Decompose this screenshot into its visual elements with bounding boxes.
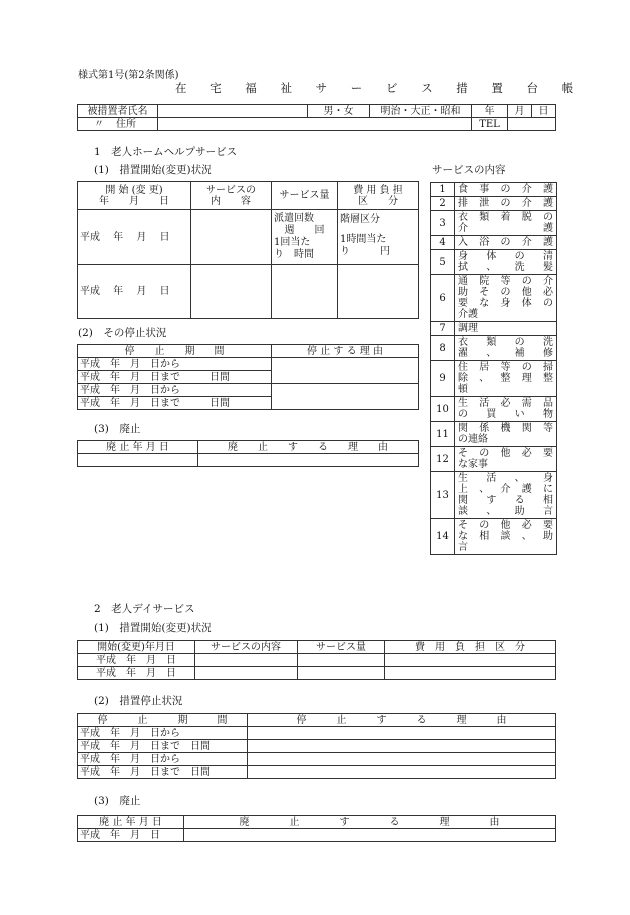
section1-heading: 1 老人ホームヘルプサービス [94,146,238,158]
service-text-line: 介 護 [458,223,553,234]
service-text [455,250,557,275]
service-row [431,361,557,397]
t2-row3[interactable]: 平成 年 月 日から [78,384,272,397]
ds-stop-row3[interactable]: 平成 年 月 日から [78,753,248,766]
section2-sub3: (3) 廃止 [94,795,141,807]
t1-head-cost: 費 用 負 担 区 分 [338,182,419,210]
service-text-line: 身体の清 [458,251,553,262]
service-text-line: 排泄の介護 [458,198,553,209]
service-text [455,236,557,250]
services-heading: サービスの内容 [432,164,506,176]
address-label: 住所 [116,118,136,130]
service-row [431,397,557,422]
homehelp-start-table [77,181,419,319]
service-text [455,322,557,336]
ds-row1-date[interactable]: 平成 年 月 日 [78,654,195,667]
service-text-line: 調理 [458,323,478,334]
dayservice-start-table [77,640,556,680]
service-text-line: な家事 [458,459,488,470]
section1-sub1: (1) 措置開始(変更)状況 [94,164,212,176]
services-table [430,182,557,555]
service-number: 2 [431,197,455,211]
name-label: 被措置者氏名 [78,105,158,118]
service-text-line: 濯、補修 [458,348,553,359]
t1-head-content: サービスの 内 容 [191,182,272,210]
ds-stop-row4[interactable]: 平成 年 月 日まで 日間 [78,766,248,779]
service-text-line: その他必要 [458,448,553,459]
ds-head-content: サービスの内容 [195,641,298,654]
t2-row1[interactable]: 平成 年 月 日から [78,358,272,371]
section1-sub2: (2) その停止状況 [78,327,167,339]
service-number: 9 [431,361,455,397]
ds-stop-reason4[interactable] [248,766,556,779]
ds-row1-quantity[interactable] [298,654,385,667]
section1-sub3: (3) 廃止 [94,423,141,435]
service-text-line: 除、整理整 [458,373,553,384]
ds-stop-head-reason: 停 止 す る 理 由 [248,714,556,727]
service-number: 8 [431,336,455,361]
ds-row2-content[interactable] [195,667,298,680]
ds-abolish-head-reason: 廃 止 す る 理 由 [184,816,556,829]
homehelp-stop-table [77,344,419,410]
ds-head-cost: 費 用 負 担 区 分 [385,641,556,654]
service-text-line: 拭、洗髪 [458,262,553,273]
t2-head-reason: 停 止 す る 理 由 [272,345,419,358]
section2-sub2: (2) 措置停止状況 [94,695,183,707]
t1-head-quantity: サービス量 [272,182,338,210]
service-text-line: その他必要 [458,520,553,531]
ds-row1-cost[interactable] [385,654,556,667]
service-text-line: 衣類の洗 [458,337,553,348]
service-text-line: 生活、身 [458,473,553,484]
service-text-line: 上、介護に [458,484,553,495]
ds-stop-reason2[interactable] [248,740,556,753]
service-text [455,361,557,397]
service-text-line: な相談、助 [458,531,553,542]
service-text-line: の連絡 [458,434,488,445]
year-label: 年 [472,105,508,118]
service-text [455,275,557,322]
service-row [431,472,557,519]
form-label: 様式第1号(第2条関係) [78,70,179,81]
day-label: 日 [532,105,556,118]
service-text-line: 通院等の介 [458,276,553,287]
service-text [455,397,557,422]
dayservice-abolish-table [77,815,556,842]
ds-stop-row1[interactable]: 平成 年 月 日から [78,727,248,740]
service-text [455,422,557,447]
t1-row1-date[interactable]: 平成 年 月 日 [78,210,191,265]
service-text-line: の買い物 [458,409,553,420]
t3-head-date: 廃 止 年 月 日 [78,441,198,454]
service-text-line: 生活必需品 [458,398,553,409]
personal-info-table [77,104,556,131]
ds-abolish-head-date: 廃 止 年 月 日 [78,816,184,829]
service-text [455,183,557,197]
service-row [431,447,557,472]
service-row [431,422,557,447]
service-number: 11 [431,422,455,447]
service-number: 1 [431,183,455,197]
service-text-line: 食事の介護 [458,184,553,195]
ds-head-date: 開始(変更)年月日 [78,641,195,654]
service-text [455,336,557,361]
service-text-line: 頓 [458,384,468,395]
t2-reason1[interactable] [272,358,419,384]
service-number: 3 [431,211,455,236]
t1-row1-quantity[interactable]: 派遣回数 週 回 1回当た り 時間 [272,210,338,265]
ds-abolish-row-reason[interactable] [184,829,556,842]
t1-head-date: 開 始 (変 更) 年 月 日 [78,182,191,210]
service-row [431,236,557,250]
service-row [431,211,557,236]
t1-row1-content[interactable] [191,210,272,265]
service-text [455,211,557,236]
service-row [431,519,557,555]
service-text-line: 要な身体の [458,298,553,309]
page-title: 在 宅 福 祉 サ ー ビ ス 措 置 台 帳 [175,81,584,95]
sex-field[interactable]: 男・女 [308,105,370,118]
ds-row1-content[interactable] [195,654,298,667]
ditto-mark: 〃 [94,118,104,130]
t1-row2-content[interactable] [191,265,272,319]
service-text-line: 住居等の掃 [458,362,553,373]
ds-head-quantity: サービス量 [298,641,385,654]
service-row [431,183,557,197]
service-text-line: 言 [458,542,468,553]
service-text [455,197,557,211]
ds-row2-cost[interactable] [385,667,556,680]
dayservice-stop-table [77,713,556,779]
address-field[interactable] [158,118,472,131]
t3-row-date[interactable] [78,454,198,467]
t2-row4[interactable]: 平成 年 月 日まで 日間 [78,397,272,410]
service-number: 5 [431,250,455,275]
ds-stop-reason1[interactable] [248,727,556,740]
service-text-line: 衣類着脱の [458,212,553,223]
service-number: 10 [431,397,455,422]
service-text-line: 談、助言 [458,506,553,517]
t1-row1-cost[interactable]: 階層区分 1時間当た り 円 [338,210,419,265]
t2-row2[interactable]: 平成 年 月 日まで 日間 [78,371,272,384]
homehelp-abolish-table [77,440,419,467]
era-field[interactable]: 明治・大正・昭和 [370,105,472,118]
ds-row2-quantity[interactable] [298,667,385,680]
service-text [455,472,557,519]
t1-row2-quantity[interactable] [272,265,338,319]
address-label-cell [78,118,158,131]
ds-stop-row2[interactable]: 平成 年 月 日まで 日間 [78,740,248,753]
service-number: 4 [431,236,455,250]
service-text-line: 助その他必 [458,287,553,298]
service-row [431,250,557,275]
service-row [431,322,557,336]
tel-field[interactable] [508,118,556,131]
service-row [431,197,557,211]
tel-label: TEL [472,118,508,131]
service-row [431,336,557,361]
section2-heading: 2 老人デイサービス [94,603,195,615]
t2-reason2[interactable] [272,384,419,410]
service-text-line: 関係機関等 [458,423,553,434]
t3-head-reason: 廃 止 す る 理 由 [198,441,419,454]
service-text-line: 介護 [458,309,478,320]
month-label: 月 [508,105,532,118]
ds-stop-head-period: 停 止 期 間 [78,714,248,727]
service-text-line: 関する相 [458,495,553,506]
service-text [455,447,557,472]
service-row [431,275,557,322]
t1-row2-date[interactable]: 平成 年 月 日 [78,265,191,319]
ds-stop-reason3[interactable] [248,753,556,766]
service-number: 13 [431,472,455,519]
service-number: 7 [431,322,455,336]
section2-sub1: (1) 措置開始(変更)状況 [94,622,212,634]
service-text-line: 入浴の介護 [458,237,553,248]
service-number: 12 [431,447,455,472]
t2-head-period: 停 止 期 間 [78,345,272,358]
service-number: 14 [431,519,455,555]
service-text [455,519,557,555]
ds-row2-date[interactable]: 平成 年 月 日 [78,667,195,680]
t1-row2-cost[interactable] [338,265,419,319]
ds-abolish-row-date[interactable]: 平成 年 月 日 [78,829,184,842]
service-number: 6 [431,275,455,322]
t3-row-reason[interactable] [198,454,419,467]
name-field[interactable] [158,105,308,118]
